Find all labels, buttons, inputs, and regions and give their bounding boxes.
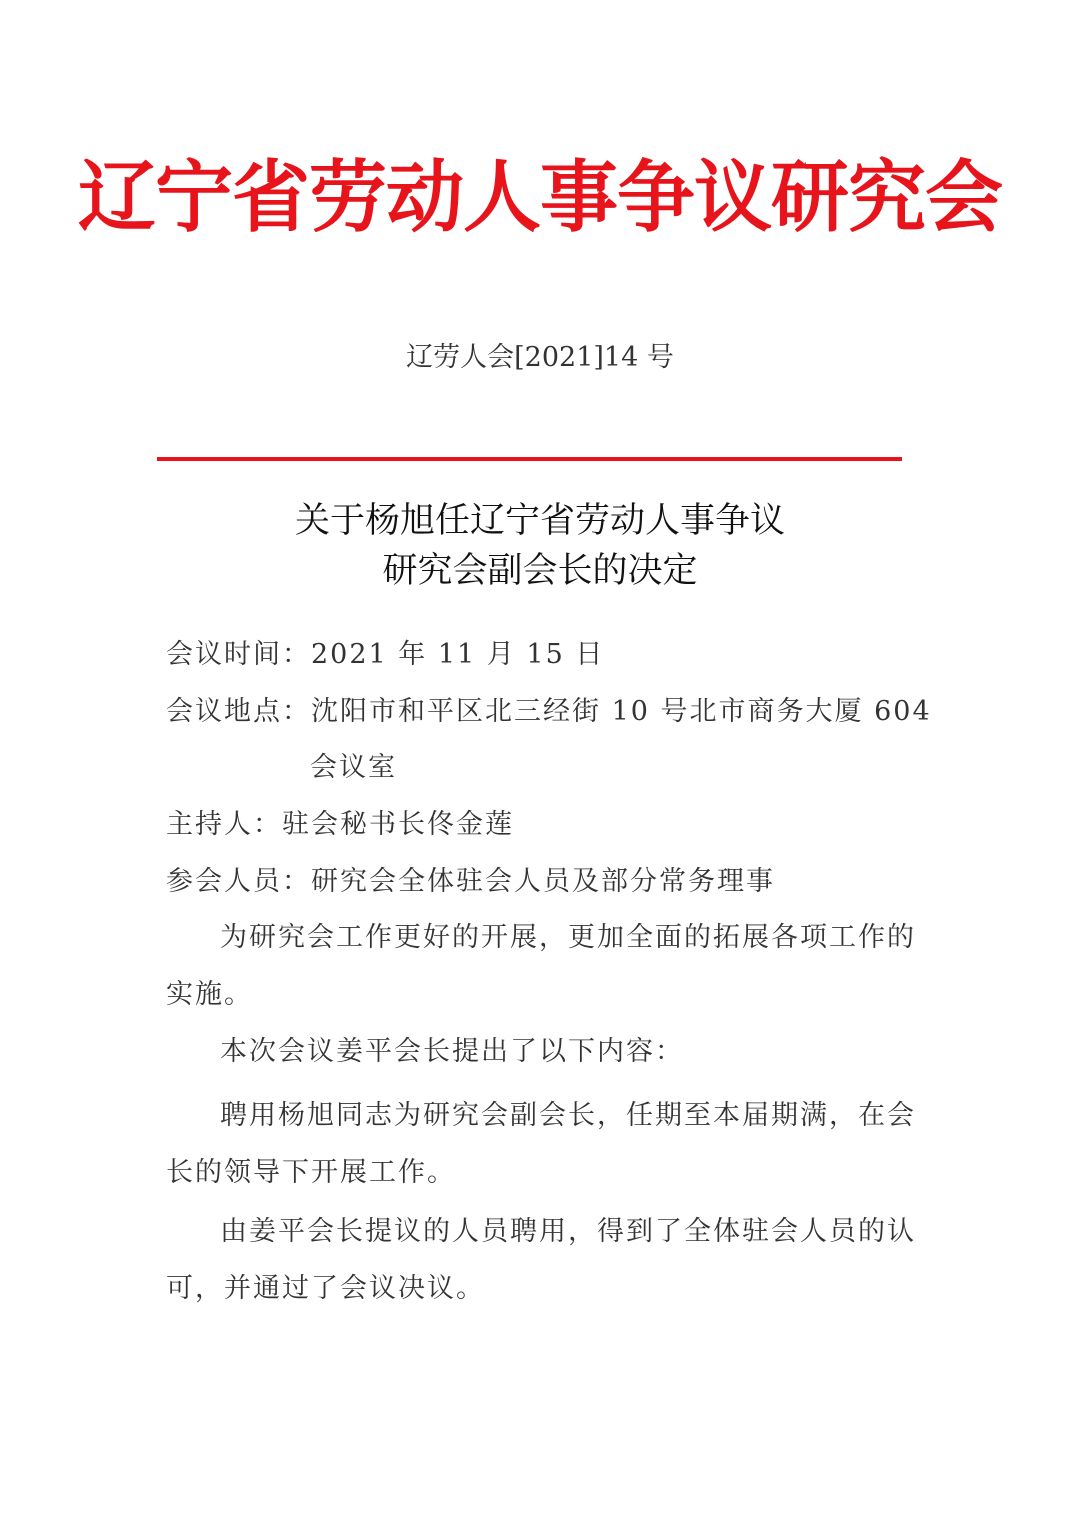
paragraph-1-line-2: 实施。 (166, 979, 253, 1010)
paragraph-1-line-1: 为研究会工作更好的开展，更加全面的拓展各项工作的 (220, 922, 916, 953)
meeting-host-row (166, 805, 514, 845)
meeting-place-row (166, 692, 932, 732)
meeting-time-value: 2021 年 11 月 15 日 (311, 639, 605, 670)
title-line-2: 研究会副会长的决定 (382, 551, 698, 591)
organization-masthead: 辽宁省劳动人事争议研究会 (77, 153, 1002, 243)
meeting-host-label: 主持人： (166, 809, 282, 840)
paragraph-4-line-1: 由姜平会长提议的人员聘用，得到了全体驻会人员的认 (220, 1216, 916, 1247)
meeting-place-value: 沈阳市和平区北三经街 10 号北市商务大厦 604 (311, 696, 932, 727)
red-divider-line (157, 457, 902, 461)
meeting-place-continuation: 会议室 (310, 752, 397, 783)
paragraph-4-line-2: 可，并通过了会议决议。 (166, 1273, 485, 1304)
meeting-attendees-value: 研究会全体驻会人员及部分常务理事 (311, 866, 775, 897)
document-number: 辽劳人会[2021]14 号 (406, 342, 674, 373)
document-title (0, 496, 1080, 596)
meeting-host-value: 驻会秘书长佟金莲 (282, 809, 514, 840)
meeting-attendees-row (166, 862, 775, 902)
meeting-place-label: 会议地点： (166, 696, 311, 727)
meeting-attendees-label: 参会人员： (166, 866, 311, 897)
title-line-1: 关于杨旭任辽宁省劳动人事争议 (294, 501, 785, 541)
paragraph-3-line-2: 长的领导下开展工作。 (166, 1157, 456, 1188)
meeting-time-label: 会议时间： (166, 639, 311, 670)
paragraph-2: 本次会议姜平会长提出了以下内容： (220, 1036, 684, 1067)
meeting-time-row (166, 635, 604, 675)
paragraph-3-line-1: 聘用杨旭同志为研究会副会长，任期至本届期满，在会 (220, 1100, 916, 1131)
